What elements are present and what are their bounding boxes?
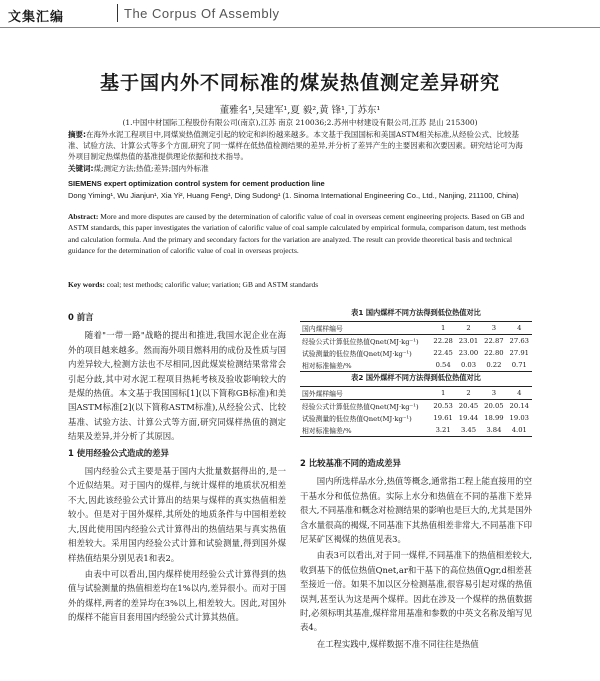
table-row (300, 347, 532, 359)
abstract-text: 在海外水泥工程项目中,同煤炭热值测定引起的较定和纠纷越来越多。本文基于我国国标和美国ASTM相关标准,从经验公式、比较基准、试验方法、计算公式等多个方面,研究了同一煤样在低热值检测结果的差异,并分析了差异产生的主要因素和次要因素。研究结论可为海外项目制定热煤热值的基准提供理论依据和技术指导。 (68, 130, 523, 162)
cell: 0.71 (511, 361, 527, 369)
table-2-header: 3 (491, 389, 497, 397)
keywords-label: 关键词: (68, 164, 94, 173)
cell: 20.05 (484, 402, 504, 410)
table-row (300, 424, 532, 437)
cell: 27.91 (509, 349, 530, 357)
table-2-caption: 表2 国外煤样不同方法得到低位热值对比 (351, 373, 481, 382)
cell: 0.54 (435, 361, 451, 369)
journal-header (0, 0, 600, 30)
keywords-en (68, 279, 528, 290)
table-row (300, 359, 532, 372)
cell: 20.14 (509, 402, 530, 410)
article-title: 基于国内外不同标准的煤炭热值测定差异研究 (99, 72, 500, 94)
table-2 (300, 373, 532, 437)
cell: 18.99 (484, 414, 504, 422)
row-label: 试验测量的低位热值Qnet(MJ·kg⁻¹) (302, 415, 412, 423)
cell: 22.80 (484, 349, 504, 357)
table-2-header: 1 (440, 389, 446, 397)
table-row (300, 412, 532, 424)
header-separator (117, 4, 118, 22)
row-label: 经验公式计算低位热值Qnet(MJ·kg⁻¹) (302, 403, 419, 411)
authors: 董雅名¹,吴建军¹,夏 毅²,黄 锋¹,丁苏东¹ (219, 105, 381, 116)
left-column (68, 308, 286, 627)
keywords-en-label: Key words: (68, 280, 105, 289)
abstract-cn (68, 129, 528, 163)
cell: 20.53 (433, 402, 453, 410)
table-2-header: 国外煤样编号 (302, 390, 343, 398)
section-1-paragraph-1: 国内经验公式主要是基于国内大批量数据得出的,是一个近似结果。对于国内的煤样,与统计煤样的地质状况相差不大,因此该经验公式计算出的结果与煤样的真实热值相差较小。但是对于国外煤样,其所处的地质条件与中国相差较大,因此使用国内经验公式计算得出的热值结果与真实热值相差较大。采用国内经验公式计算和试验测量,得到国外煤样热值结果分别见表1和表2。 (68, 466, 286, 563)
cell: 23.01 (458, 337, 479, 345)
row-label: 相对标准偏差/% (302, 427, 352, 435)
cell: 3.84 (486, 426, 502, 434)
table-1-header: 1 (440, 324, 446, 332)
cell: 27.63 (509, 337, 530, 345)
cell: 22.28 (433, 337, 453, 345)
column-english-name: The Corpus Of Assembly (124, 6, 280, 21)
cell: 3.21 (435, 426, 451, 434)
abstract-en (68, 211, 528, 256)
cell: 0.22 (486, 361, 502, 369)
table-1 (300, 308, 532, 372)
cell: 22.45 (433, 349, 453, 357)
keywords-cn (68, 163, 528, 174)
cell: 19.61 (433, 414, 453, 422)
affiliation: (1.中国中材国际工程股份有限公司(南京),江苏 南京 210036;2.苏州中材建设有限公司,江苏 昆山 215300) (122, 118, 478, 127)
cell: 23.00 (458, 349, 479, 357)
section-2-paragraph-1: 国内所选样品水分,热值等概念,通常指工程上能直接用的空干基水分和低位热值。实际上水分和热值在不同的基准下差异很大,不同基准和概念对检测结果的影响也是巨大的,尤其是国外含水量很高的褐煤,不同基准下其热值相差非常大,不同基准下印尼某矿区褐煤的热值见表3。 (300, 476, 532, 545)
cell: 0.03 (460, 361, 477, 369)
section-2-title: 2 比较基准不同的造成差异 (300, 458, 401, 468)
section-1-title: 1 使用经验公式造成的差异 (68, 447, 169, 458)
english-authors: Dong Yiming¹, Wu Jianjun¹, Xia Yi², Huang Feng¹, Ding Sudong¹ (1. Sinoma International Engineering Co., Ltd., Nanjing, 211100, China) (68, 191, 519, 200)
table-2-grid (300, 386, 532, 437)
section-0-paragraph: 随着"一带一路"战略的提出和推进,我国水泥企业在海外的项目越来越多。然而海外项目燃料用的成份及性质与国内差异较大,检测方法也不尽相同,因此煤炭检测结果常常会引起分歧,其中对水泥工程项目热耗考核及验收影响较大的是煤的热值。本文基于我国国标[1](以下简称GB标准)和美国ASTM标准[2](以下简称ASTM标准),从经验公式、比较基准、试验方法、计算公式等方面,研究同煤样热值的测定结果及差异,并分析了其原因。 (68, 330, 286, 442)
table-1-grid (300, 321, 532, 372)
keywords-en-text: coal; test methods; calorific value; variation; GB and ASTM standards (106, 280, 319, 289)
cell: 19.44 (458, 414, 479, 422)
cell: 19.03 (509, 414, 530, 422)
cell: 4.01 (511, 426, 527, 434)
section-0-title: 0 前言 (68, 312, 94, 322)
table-1-header: 4 (517, 324, 522, 332)
cell: 22.87 (484, 337, 504, 345)
table-2-header: 4 (517, 389, 522, 397)
column-name: 文集汇编 (8, 10, 65, 25)
abstract-label: 摘要: (68, 130, 86, 139)
header-rule (0, 27, 600, 28)
cell: 3.45 (460, 426, 477, 434)
table-row (300, 335, 532, 348)
cell: 20.45 (458, 402, 479, 410)
section-2-paragraph-3: 在工程实践中,煤样数据不准不同往往是热值 (316, 638, 479, 649)
right-column (300, 454, 532, 653)
english-title: SIEMENS expert optimization control system for cement production line (68, 179, 325, 188)
table-1-header: 3 (491, 324, 497, 332)
table-1-header: 国内煤样编号 (302, 325, 343, 333)
abstract-en-text: More and more disputes are caused by the determination of calorific value of coal in overseas cement engineering projects. Based on GB and ASTM standards, this paper investigates the variation of calorific value of coal sample calculated by empirical formula, comparison datum, test methods and calculation formula. And the primary and secondary factors for the variation are analyzed. The result can provide theoretical basis and technical guidance for the determination of calorific value of coal in overseas projects. (68, 212, 526, 255)
row-label: 相对标准偏差/% (302, 362, 352, 370)
section-1-paragraph-2: 由表中可以看出,国内煤样使用经验公式计算得到的热值与试验测量的热值相差均在1%以内,差异很小。而对于国外的煤样,两者的差异均在3%以上,相差较大。因此,对国外的煤样不能盲目套用国内经验公式计算其热值。 (68, 568, 286, 623)
table-2-header: 2 (466, 389, 471, 397)
section-2-paragraph-2: 由表3可以看出,对于同一煤样,不同基准下的热值相差较大,收到基下的低位热值Qnet,ar和干基下的高位热值Qgr,d相差甚至接近一倍。如果不加以区分检测基准,很容易引起对煤的热值误判,甚至认为这是两个煤样。因此在涉及一个煤样的热值数据时,必须标明其基准,煤样常用基准和参数的中英文名称及缩写见表4。 (300, 550, 532, 633)
abstract-en-label: Abstract: (68, 212, 99, 221)
table-1-header: 2 (466, 324, 471, 332)
table-1-caption: 表1 国内煤样不同方法得到低位热值对比 (351, 308, 481, 317)
keywords-text: 煤;测定方法;热值;差异;国内外标准 (93, 164, 209, 173)
row-label: 经验公式计算低位热值Qnet(MJ·kg⁻¹) (302, 338, 419, 346)
row-label: 试验测量的低位热值Qnet(MJ·kg⁻¹) (302, 350, 412, 358)
table-row (300, 400, 532, 413)
